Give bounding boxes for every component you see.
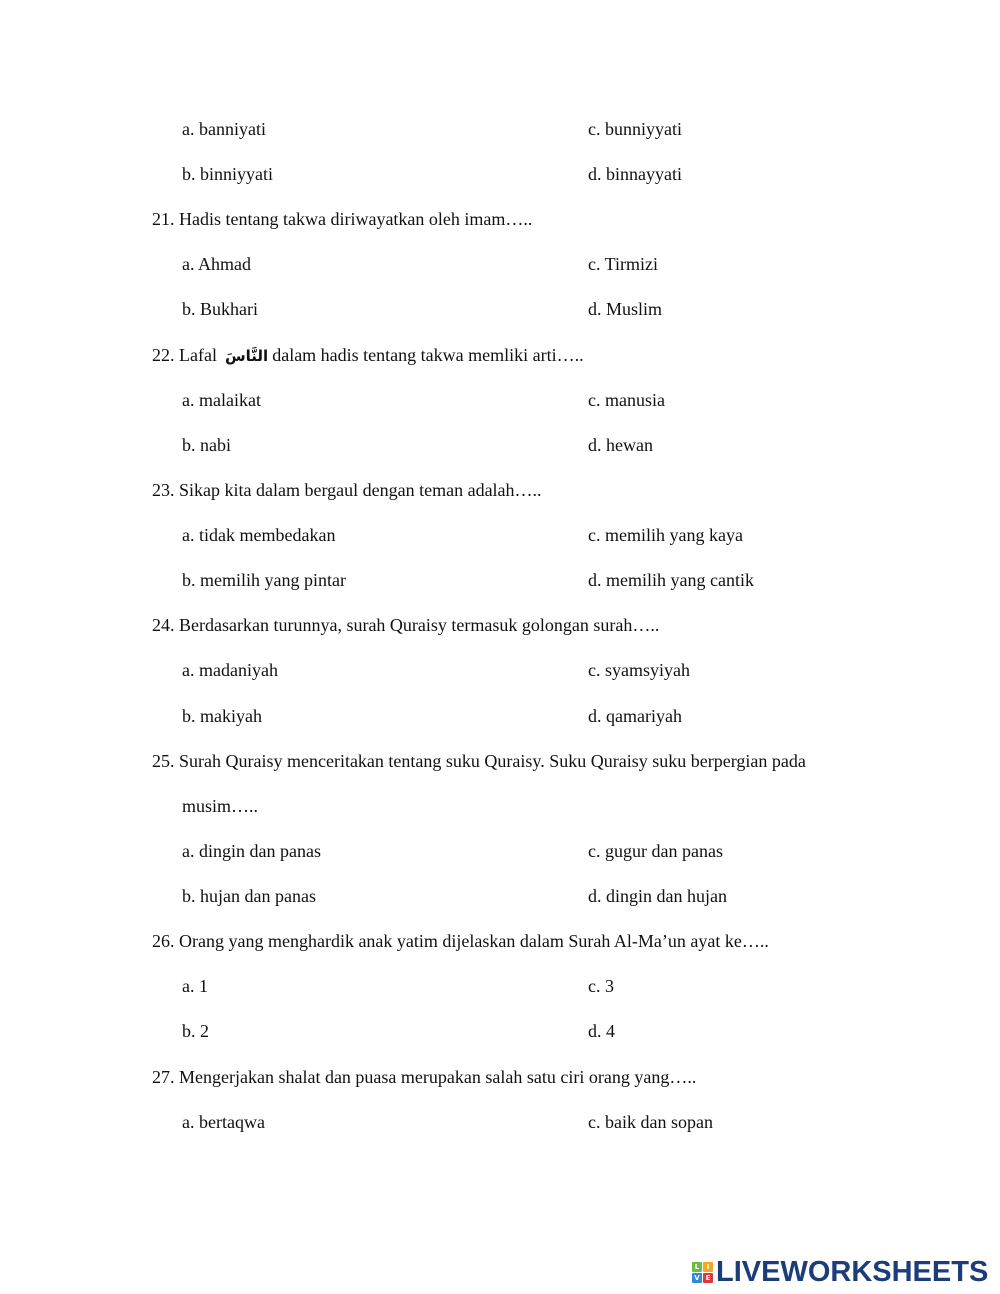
option-right: d. dingin dan hujan (588, 886, 727, 907)
question-row (0, 478, 1000, 502)
options-row (0, 839, 1000, 863)
logo-tile: E (703, 1273, 713, 1283)
option-right: d. hewan (588, 434, 653, 455)
question-row (0, 343, 1000, 367)
option-left: b. 2 (182, 1021, 209, 1042)
question-label: 26. Orang yang menghardik anak yatim dijelaskan dalam Surah Al-Ma’un ayat ke….. (152, 931, 769, 952)
option-right: c. 3 (588, 976, 614, 997)
option-right: c. Tirmizi (588, 254, 659, 275)
option-left: b. memilih yang pintar (182, 570, 346, 591)
question-text (152, 613, 659, 637)
option-left: a. banniyati (182, 119, 266, 139)
question-label: 27. Mengerjakan shalat dan puasa merupakan salah satu ciri orang yang….. (152, 1066, 697, 1087)
option-left: a. tidak membedakan (182, 525, 336, 546)
option-left: b. hujan dan panas (182, 886, 316, 907)
options-row (0, 162, 1000, 186)
option-right: c. bunniyyati (588, 119, 682, 139)
option-right: c. gugur dan panas (588, 840, 723, 861)
option-right: d. binnayyati (588, 164, 682, 185)
question-text (152, 343, 584, 368)
logo-tiles-icon (692, 1262, 713, 1283)
option-left: b. Bukhari (182, 299, 258, 320)
options-row (0, 884, 1000, 908)
question-row (0, 794, 1000, 818)
question-text (152, 929, 769, 953)
option-right: d. memilih yang cantik (588, 570, 754, 591)
option-left: a. malaikat (182, 389, 261, 410)
options-row (0, 433, 1000, 457)
logo-tile: I (703, 1262, 713, 1272)
option-left: a. dingin dan panas (182, 840, 321, 861)
question-text (152, 478, 542, 502)
question-label: 23. Sikap kita dalam bergaul dengan teman adalah….. (152, 479, 542, 500)
option-right: d. qamariyah (588, 705, 682, 726)
options-row (0, 658, 1000, 682)
question-row (0, 929, 1000, 953)
liveworksheets-logo (692, 1256, 988, 1289)
question-row (0, 207, 1000, 231)
logo-tile: V (692, 1273, 702, 1283)
options-row (0, 704, 1000, 728)
question-label: 25. Surah Quraisy menceritakan tentang suku Quraisy. Suku Quraisy suku berpergian pada (152, 750, 806, 771)
options-row (0, 252, 1000, 276)
question-label-rest: dalam hadis tentang takwa memliki arti….. (272, 344, 584, 365)
options-row (0, 1019, 1000, 1043)
option-left: a. bertaqwa (182, 1111, 265, 1132)
options-row (0, 568, 1000, 592)
option-right: d. Muslim (588, 299, 663, 320)
options-row (0, 388, 1000, 412)
option-right: c. manusia (588, 389, 665, 410)
options-row (0, 297, 1000, 321)
option-left: b. nabi (182, 434, 231, 455)
option-left: b. binniyyati (182, 164, 273, 185)
option-right: c. syamsyiyah (588, 660, 690, 681)
question-row (0, 613, 1000, 637)
question-label: 22. Lafal (152, 344, 217, 365)
question-text (152, 207, 532, 231)
question-text (152, 749, 806, 773)
options-row (0, 1110, 1000, 1134)
option-left: b. makiyah (182, 705, 262, 726)
option-right: c. memilih yang kaya (588, 525, 743, 546)
option-left: a. 1 (182, 976, 208, 997)
option-left: a. madaniyah (182, 660, 278, 681)
options-row (0, 974, 1000, 998)
options-row (0, 117, 1000, 141)
question-continuation: musim….. (182, 795, 259, 816)
question-label: 24. Berdasarkan turunnya, surah Quraisy termasuk golongan surah….. (152, 615, 660, 636)
options-row (0, 523, 1000, 547)
option-right: d. 4 (588, 1021, 615, 1042)
question-label: 21. Hadis tentang takwa diriwayatkan oleh imam….. (152, 209, 533, 230)
logo-text: LIVEWORKSHEETS (716, 1256, 989, 1288)
option-right: c. baik dan sopan (588, 1111, 713, 1132)
question-text (152, 1065, 696, 1089)
logo-tile: L (692, 1262, 702, 1272)
option-left: a. Ahmad (182, 254, 251, 275)
question-row (0, 749, 1000, 773)
arabic-word: النَّاسَ (224, 346, 269, 365)
question-row (0, 1065, 1000, 1089)
